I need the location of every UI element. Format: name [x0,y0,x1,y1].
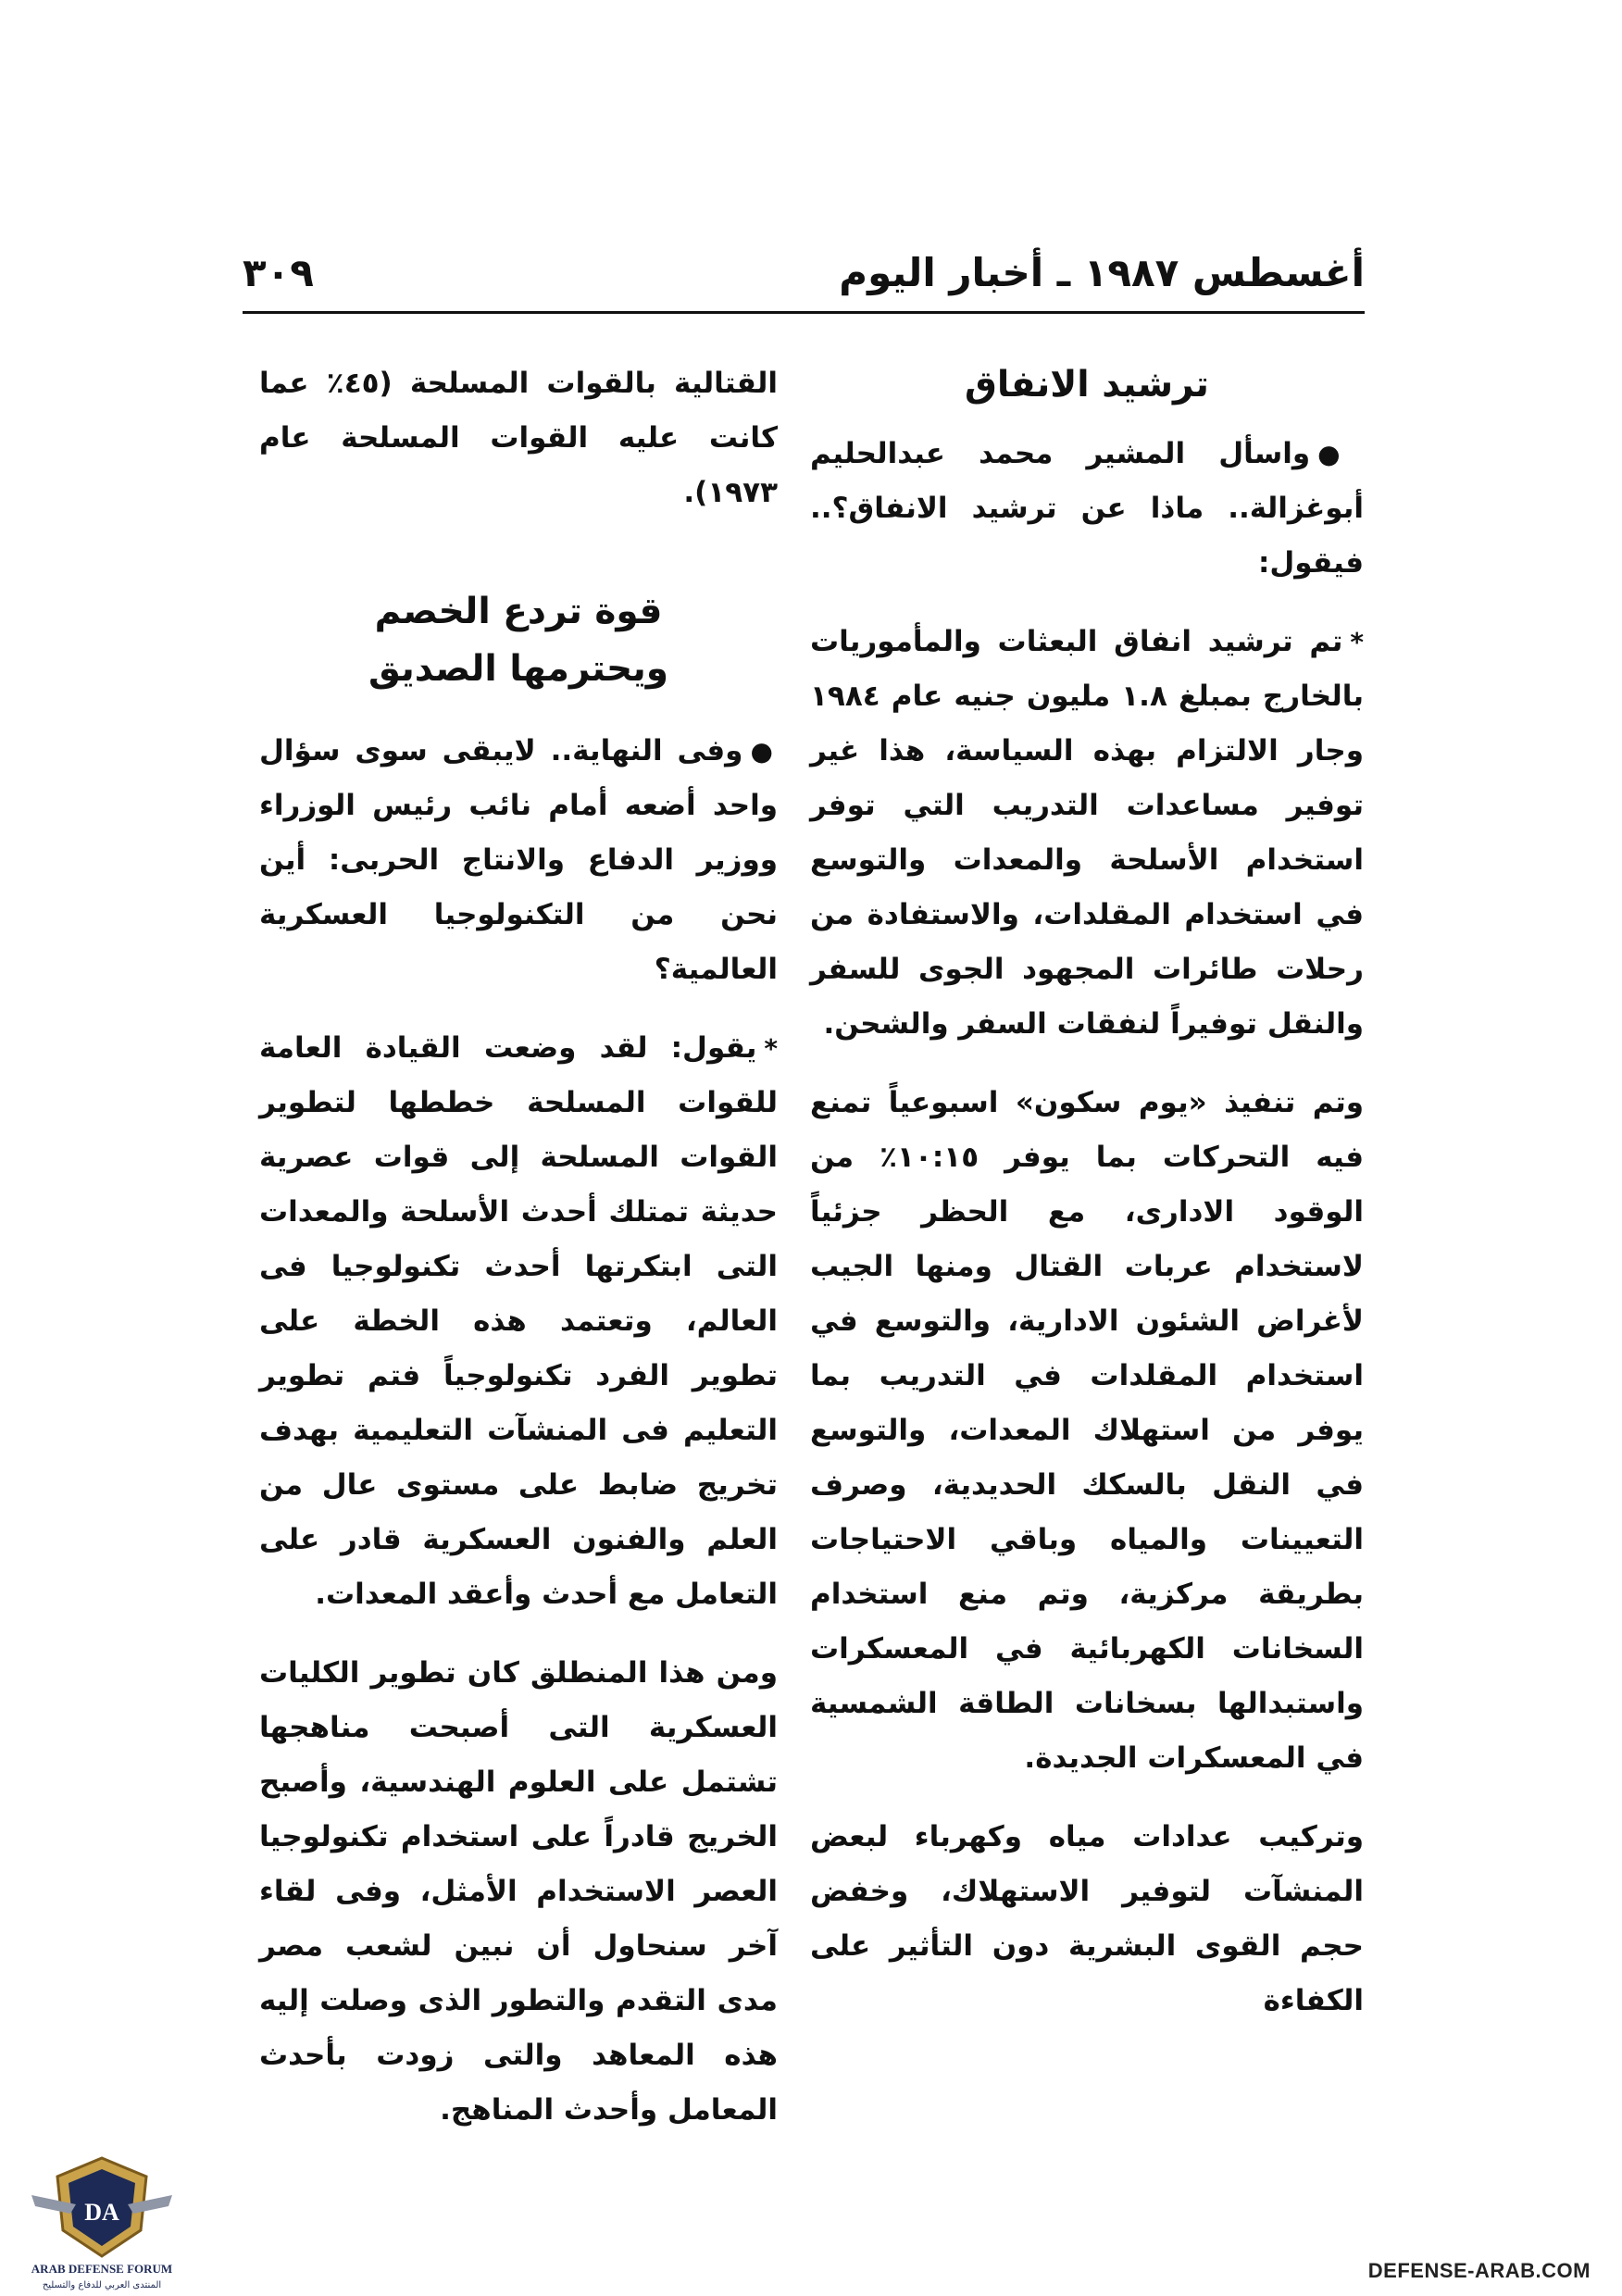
header-rule [243,311,1365,314]
paragraph: ومن هذا المنطلق كان تطوير الكليات العسكرية التى أصبحت مناهجها تشتمل على العلوم الهندسية، وأصبح الخريج قادراً على استخدام تكنولوجيا العصر الاستخدام الأمثل، وفى لقاء آخر سنحاول أن نبين لشعب مصر مدى التقدم والتطور الذى وصلت إليه هذه المعاهد والتى زودت بأحدث المعامل وأحدث المناهج. [259,1656,778,2127]
bullet-dot-icon: ● [1317,439,1364,469]
bullet-dot-icon: ● [750,736,778,767]
paragraph: وتركيب عدادات مياه وكهرباء لبعض المنشآت لتوفير الاستهلاك، وخفض حجم القوى البشرية دون التأثير على الكفاءة [810,1820,1364,2017]
section-title-spending: ترشيد الانفاق [965,364,1209,406]
section-title-line: ويحترمها الصديق [368,648,669,690]
right-column [810,356,1364,2053]
page-header [243,243,1365,307]
logo-text-ar: المنتدى العربي للدفاع والتسليح [42,2280,162,2290]
page-number: ٣٠٩ [243,250,314,295]
site-watermark: DEFENSE-ARAB.COM [1367,2259,1591,2282]
paragraph [259,724,778,997]
paragraph: وتم تنفيذ «يوم سكون» اسبوعياً تمنع فيه التحركات بما يوفر ١٠:١٥٪ من الوقود الادارى، مع الحظر جزئياً لاستخدام عربات القتال ومنها الجيب لأغراض الشئون الادارية، والتوسع في استخدام المقلدات في التدريب بما يوفر من استهلاك المعدات، والتوسع في النقل بالسكك الحديدية، وصرف التعيينات والمياه وباقي الاحتياجات بطريقة مركزية، وتم منع استخدام السخانات الكهربائية في المعسكرات واستبدالها بسخانات الطاقة الشمسية في المعسكرات الجديدة. [810,1086,1364,1775]
asterisk-icon: * [764,1033,778,1064]
section-title-line: قوة تردع الخصم [374,591,663,632]
paragraph [259,1021,778,1622]
paragraph-text: وفى النهاية.. لايبقى سوى سؤال واحد أضعه أمام نائب رئيس الوزراء ووزير الدفاع والانتاج الحربى: أين نحن من التكنولوجيا العسكرية العالمية؟ [259,734,778,986]
section-title-deterrence [259,583,778,698]
left-column [259,356,778,2162]
arab-defense-forum-logo-icon [28,2152,176,2291]
paragraph [810,427,1364,591]
running-header-title: أغسطس ١٩٨٧ ـ أخبار اليوم [839,250,1365,295]
logo-mark: DA [84,2199,119,2226]
paragraph [810,615,1364,1052]
paragraph-text: واسأل المشير محمد عبدالحليم أبوغزالة.. ماذا عن ترشيد الانفاق؟.. فيقول: [810,437,1364,580]
asterisk-icon: * [1350,627,1364,657]
logo-text-en: ARAB DEFENSE FORUM [31,2262,173,2276]
paragraph-text: تم ترشيد انفاق البعثات والمأموريات بالخارج بمبلغ ١.٨ مليون جنيه عام ١٩٨٤ وجار الالتزام بهذه السياسة، هذا غير توفير مساعدات التدريب التي توفر استخدام الأسلحة والمعدات والتوسع في استخدام المقلدات، والاستفادة من رحلات طائرات المجهود الجوى للسفر والنقل توفيراً لنفقات السفر والشحن. [810,625,1364,1041]
paragraph-text: يقول: لقد وضعت القيادة العامة للقوات المسلحة خططها لتطوير القوات المسلحة إلى قوات عصرية حديثة تمتلك أحدث الأسلحة والمعدات التى ابتكرتها أحدث تكنولوجيا فى العالم، وتعتمد هذه الخطة على تطوير الفرد تكنولوجياً فتم تطوير التعليم فى المنشآت التعليمية بهدف تخريج ضابط على مستوى عال من العلم والفنون العسكرية قادر على التعامل مع أحدث وأعقد المعدات. [259,1031,778,1611]
paragraph: القتالية بالقوات المسلحة (٤٥٪ عما كانت عليه القوات المسلحة عام ١٩٧٣). [259,367,778,509]
